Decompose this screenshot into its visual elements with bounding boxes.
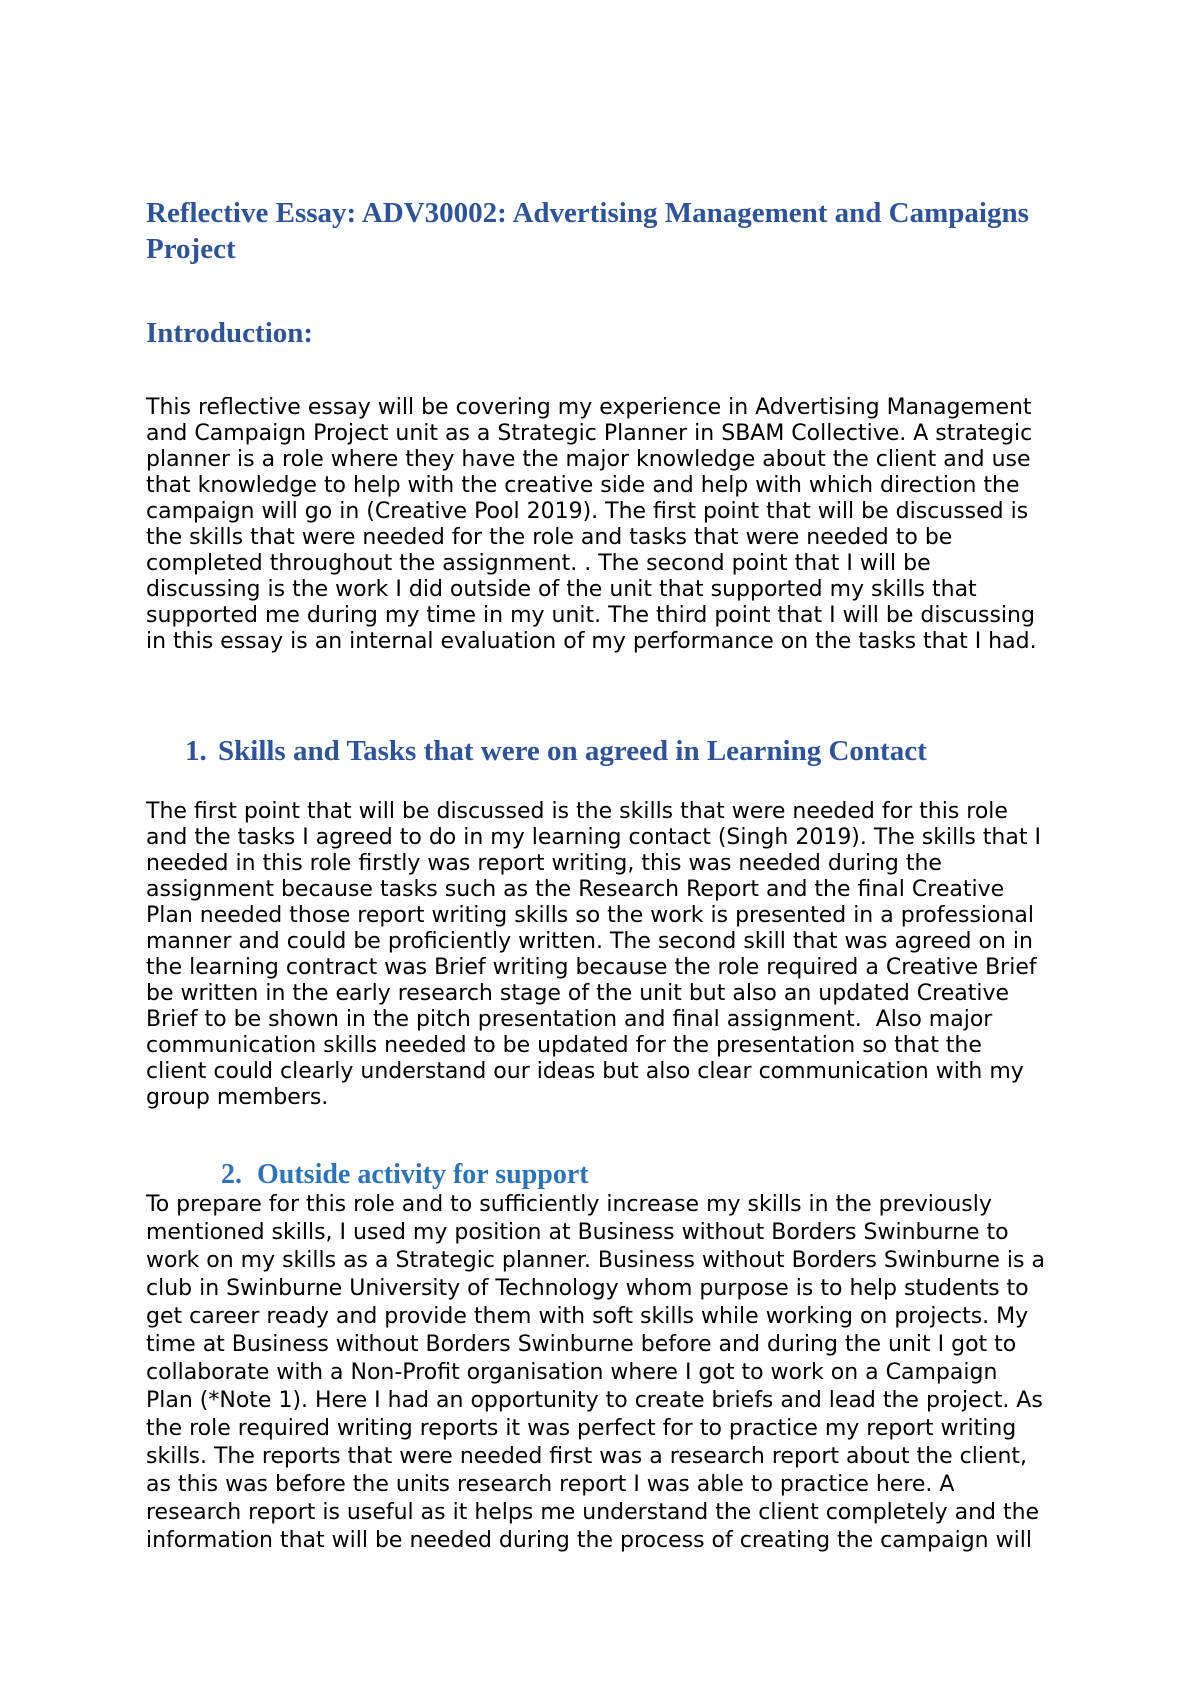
introduction-heading: Introduction: — [146, 317, 314, 349]
title-line: Reflective Essay: ADV30002: Advertising Management and Campaigns — [146, 197, 1029, 229]
section-2-title: Outside activity for support — [257, 1159, 589, 1190]
section-2-line: time at Business without Borders Swinburne before and during the unit I got to — [146, 1332, 1017, 1357]
section-1-line: Brief to be shown in the pitch presentation and final assignment. Also major — [146, 1007, 993, 1032]
section-1-number: 1. — [185, 735, 207, 767]
section-1-line: The first point that will be discussed is the skills that were needed for this role — [146, 799, 1008, 824]
section-2-paragraph — [146, 1191, 1045, 1555]
section-1-paragraph — [146, 799, 1041, 1111]
section-2-line: To prepare for this role and to sufficiently increase my skills in the previously — [146, 1192, 992, 1217]
section-2-line: information that will be needed during the process of creating the campaign will — [146, 1528, 1032, 1553]
section-1-line: needed in this role firstly was report writing, this was needed during the — [146, 851, 942, 876]
section-1-line: be written in the early research stage of the unit but also an updated Creative — [146, 981, 1010, 1006]
section-2-line: get career ready and provide them with soft skills while working on projects. My — [146, 1304, 1029, 1329]
section-2-line: work on my skills as a Strategic planner. Business without Borders Swinburne is a — [146, 1248, 1045, 1273]
section-1-line: the learning contract was Brief writing because the role required a Creative Brief — [146, 955, 1037, 980]
introduction-line: campaign will go in (Creative Pool 2019). The first point that will be discussed is — [146, 499, 1029, 524]
section-1-line: client could clearly understand our ideas but also clear communication with my — [146, 1059, 1024, 1084]
section-1-line: Plan needed those report writing skills so the work is presented in a professional — [146, 903, 1035, 928]
section-1-line: manner and could be proficiently written. The second skill that was agreed on in — [146, 929, 1033, 954]
section-2-line: the role required writing reports it was perfect for to practice my report writing — [146, 1416, 1017, 1441]
document-title — [146, 195, 1029, 267]
section-1-line: communication skills needed to be updated for the presentation so that the — [146, 1033, 982, 1058]
title-line: Project — [146, 233, 236, 265]
section-2-line: skills. The reports that were needed first was a research report about the client, — [146, 1444, 1028, 1469]
section-2-line: Plan (*Note 1). Here I had an opportunity to create briefs and lead the project. As — [146, 1388, 1043, 1413]
introduction-line: planner is a role where they have the major knowledge about the client and use — [146, 447, 1031, 472]
introduction-line: discussing is the work I did outside of the unit that supported my skills that — [146, 577, 977, 602]
section-2-number: 2. — [221, 1159, 242, 1190]
section-2-line: research report is useful as it helps me understand the client completely and the — [146, 1500, 1040, 1525]
introduction-line: completed throughout the assignment. . The second point that I will be — [146, 551, 931, 576]
introduction-line: the skills that were needed for the role and tasks that were needed to be — [146, 525, 953, 550]
section-2-line: as this was before the units research report I was able to practice here. A — [146, 1472, 955, 1497]
introduction-paragraph — [146, 395, 1037, 655]
introduction-line: This reflective essay will be covering my experience in Advertising Management — [146, 395, 1032, 420]
section-2-line: collaborate with a Non-Profit organisation where I got to work on a Campaign — [146, 1360, 998, 1385]
section-1-line: and the tasks I agreed to do in my learning contact (Singh 2019). The skills that I — [146, 825, 1041, 850]
introduction-line: in this essay is an internal evaluation of my performance on the tasks that I had. — [146, 629, 1037, 654]
section-1-heading — [0, 733, 1200, 769]
section-2-line: mentioned skills, I used my position at Business without Borders Swinburne to — [146, 1220, 1009, 1245]
introduction-line: that knowledge to help with the creative side and help with which direction the — [146, 473, 1020, 498]
section-1-title: Skills and Tasks that were on agreed in Learning Contact — [218, 735, 927, 767]
section-2-heading — [0, 1157, 1200, 1193]
section-2-line: club in Swinburne University of Technology whom purpose is to help students to — [146, 1276, 1029, 1301]
introduction-line: and Campaign Project unit as a Strategic Planner in SBAM Collective. A strategic — [146, 421, 1033, 446]
section-1-line: assignment because tasks such as the Research Report and the final Creative — [146, 877, 1005, 902]
section-1-line: group members. — [146, 1085, 329, 1110]
introduction-line: supported me during my time in my unit. The third point that I will be discussing — [146, 603, 1035, 628]
